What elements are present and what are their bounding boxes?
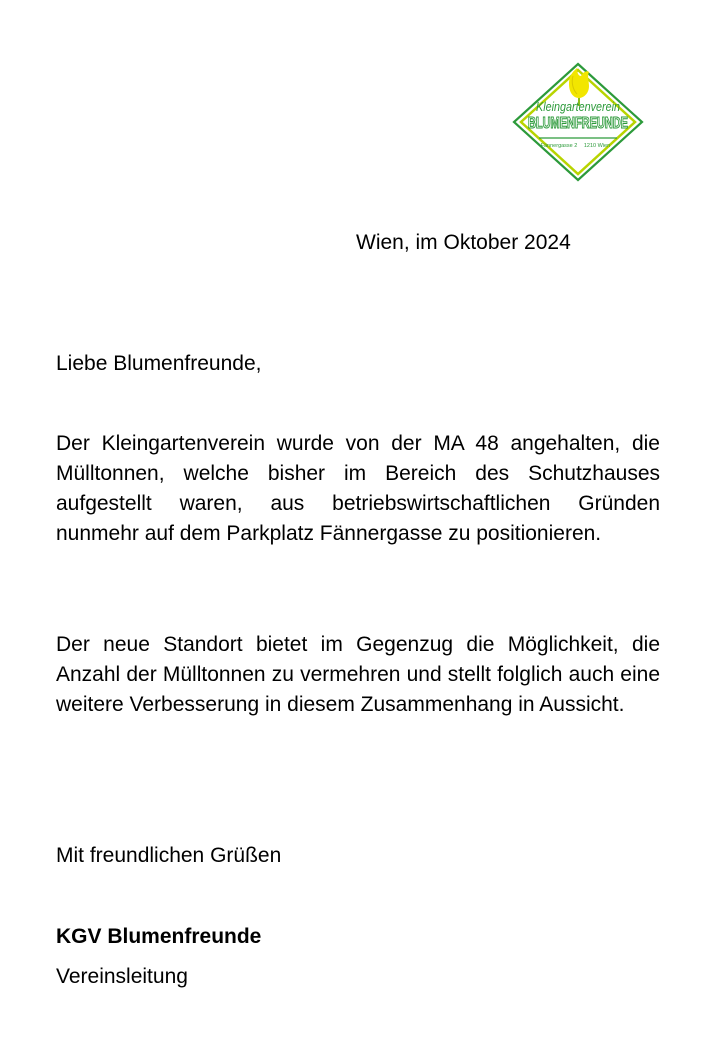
closing-phrase: Mit freundlichen Grüßen [56, 844, 282, 867]
club-logo [511, 62, 645, 182]
logo-line2: BLUMENFREUNDE [528, 115, 629, 132]
logo-address-street: Fännergasse 2 [540, 143, 578, 149]
letter-date: Wien, im Oktober 2024 [356, 231, 571, 254]
logo-line1: Kleingartenverein [536, 100, 621, 114]
logo-address-city: 1210 Wien [583, 143, 611, 149]
salutation: Liebe Blumenfreunde, [56, 352, 262, 375]
body-paragraph: Der Kleingartenverein wurde von der MA 48 angehalten, die Mülltonnen, welche bisher im Bereich des Schutzhauses aufgestellt waren, aus betriebswirtschaftlichen Gründen nunmehr auf dem Parkplatz Fännergasse zu positionieren. [56, 432, 660, 545]
club-logo-graphic [511, 62, 645, 182]
signature-organization: KGV Blumenfreunde [56, 925, 262, 948]
body-paragraph: Der neue Standort bietet im Gegenzug die Möglichkeit, die Anzahl der Mülltonnen zu vermehren und stellt folglich auch eine weitere Verbesserung in diesem Zusammenhang in Aussicht. [56, 633, 660, 716]
signature-role: Vereinsleitung [56, 965, 188, 988]
